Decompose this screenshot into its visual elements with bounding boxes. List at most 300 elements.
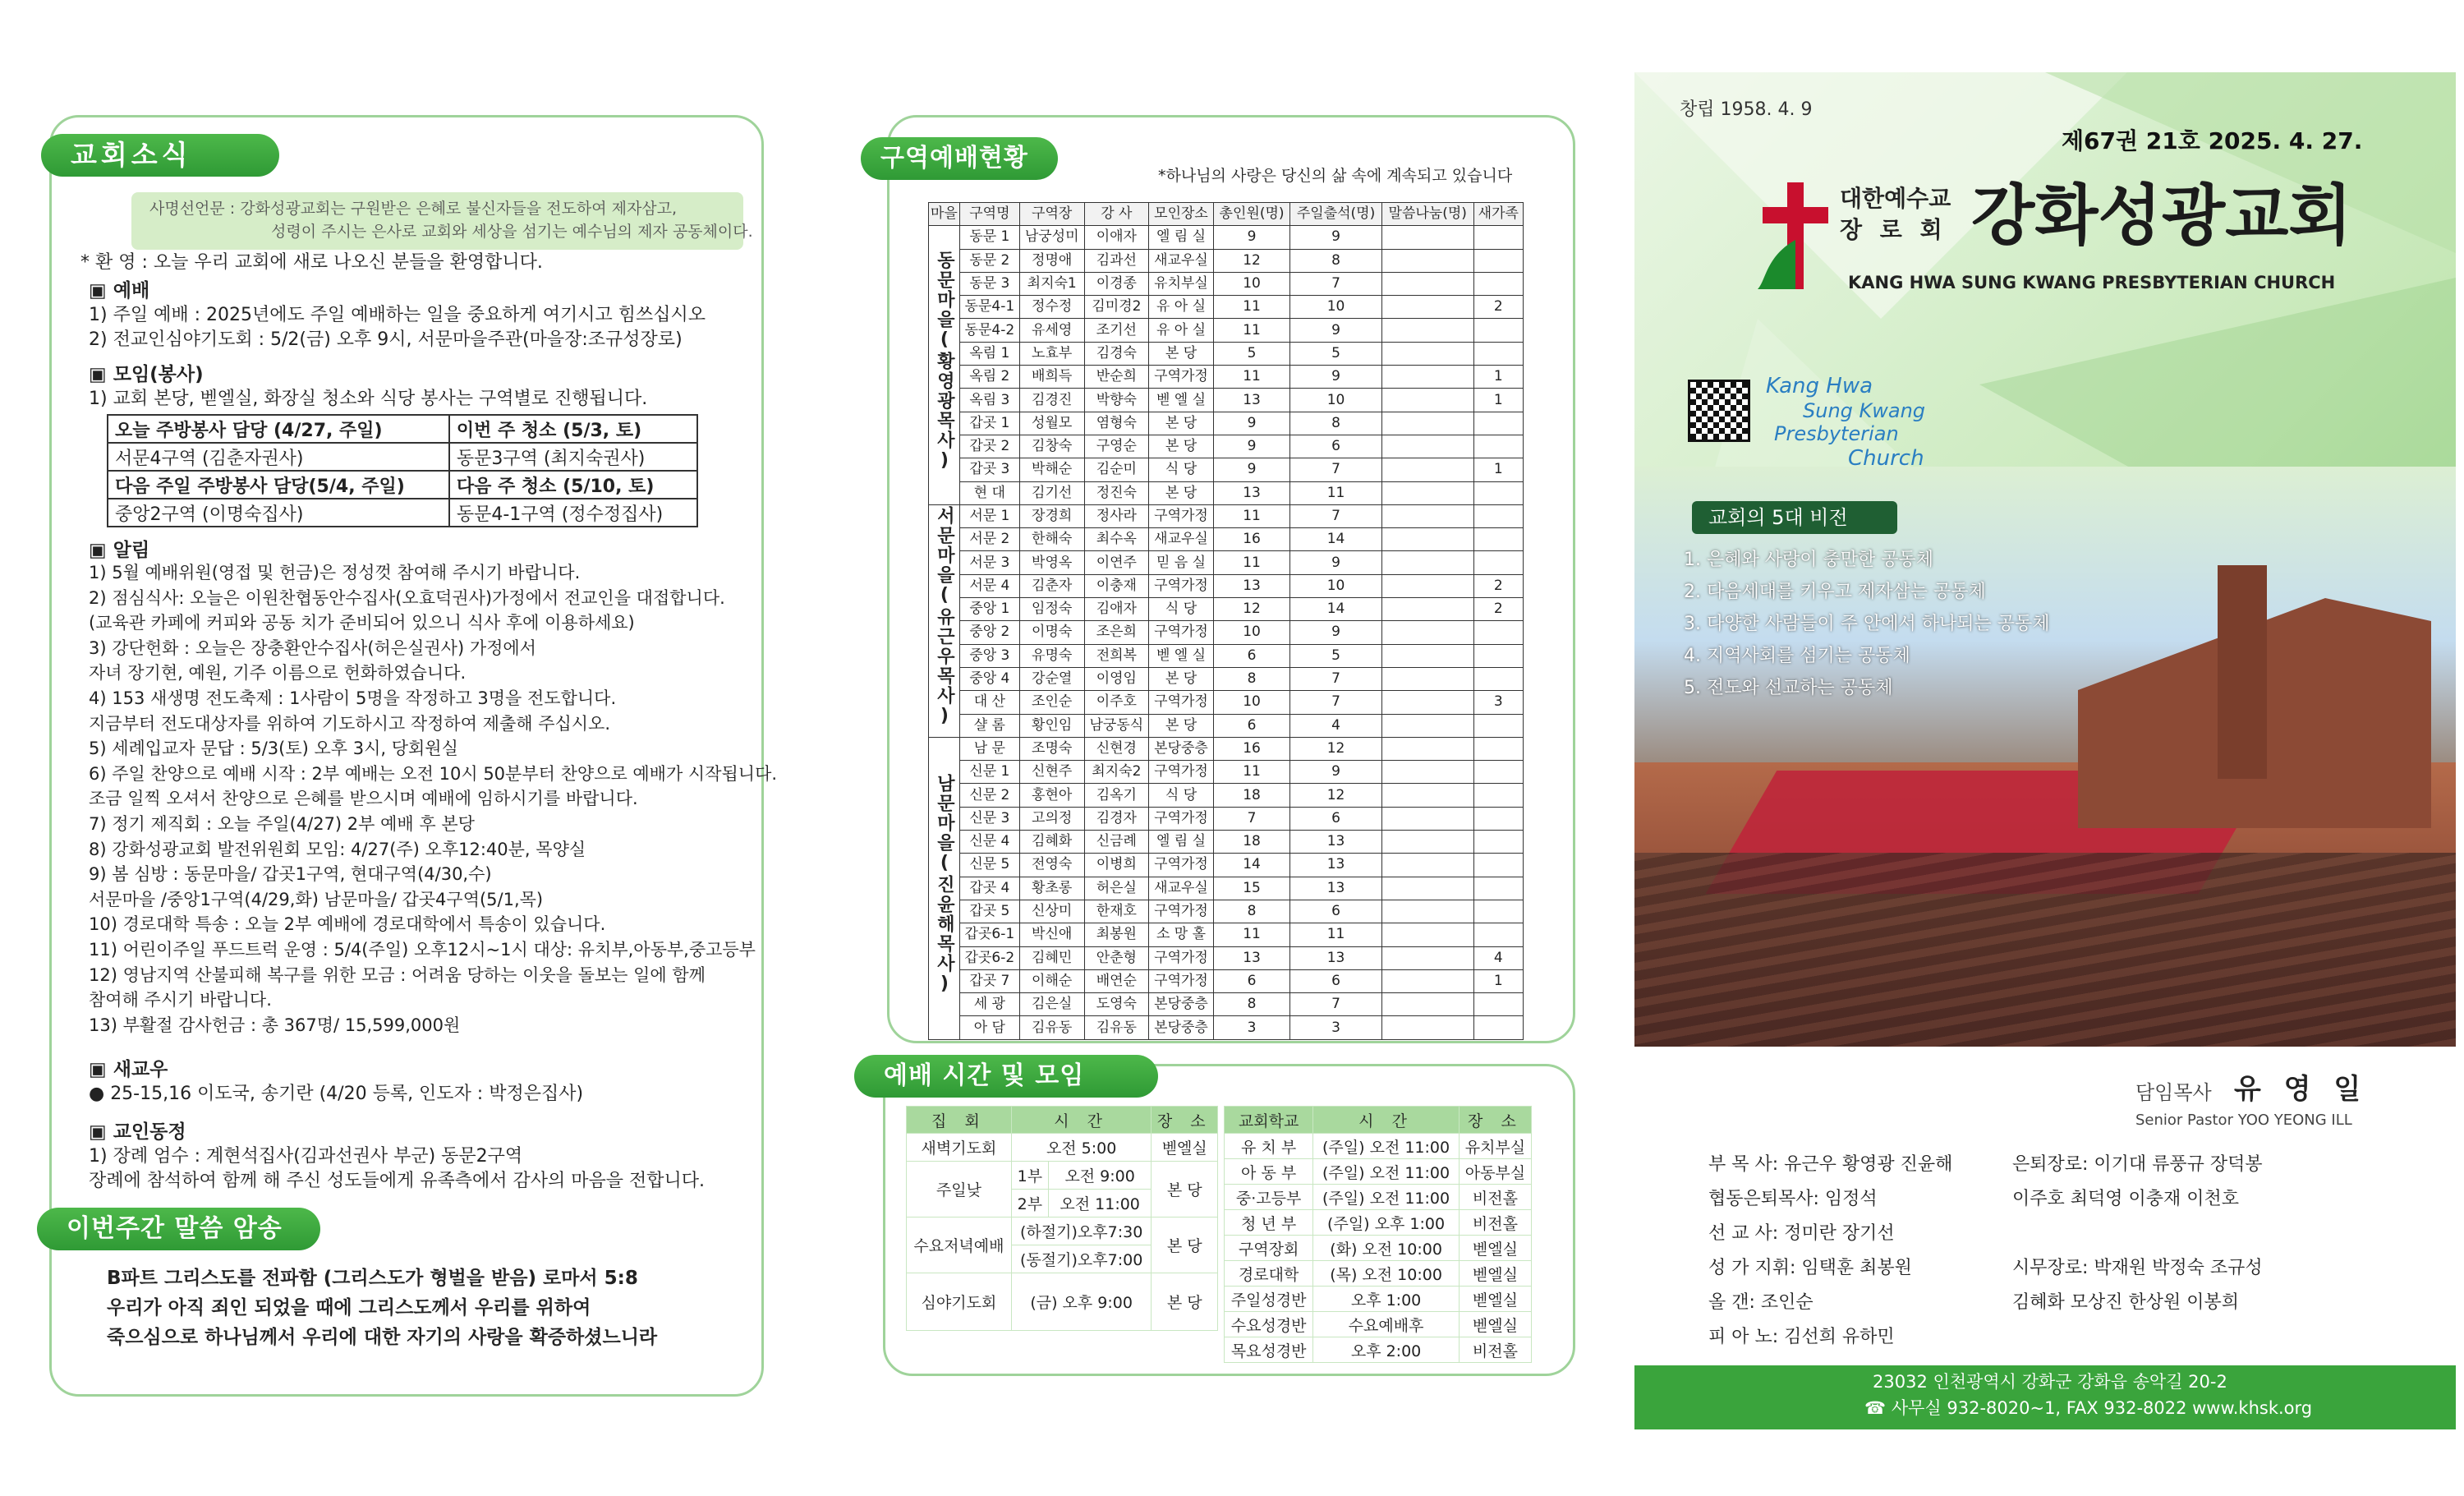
district-cell: 갑곳 1 <box>959 412 1019 435</box>
district-cell: 4 <box>1473 946 1523 969</box>
district-cell: 갑곳 4 <box>959 877 1019 900</box>
district-cell <box>1473 900 1523 923</box>
district-cell: 김경숙 <box>1084 342 1149 365</box>
mission-line-1: 사명선언문 : 강화성광교회는 구원받은 은혜로 불신자들을 전도하여 제자삼고, <box>149 200 678 218</box>
district-cell: 1 <box>1473 458 1523 481</box>
sch-right-cell: 아동부실 <box>1459 1159 1531 1185</box>
district-cell: 5 <box>1213 342 1289 365</box>
notice-item: (교육관 카페에 커피와 공동 치가 준비되어 있으니 식사 후에 이용하세요) <box>89 613 635 633</box>
district-cell: 옥림 2 <box>959 366 1019 389</box>
district-cell: 옥림 1 <box>959 342 1019 365</box>
district-cell: 신금례 <box>1084 831 1149 854</box>
staff-left-1: 부 목 사: 유근우 황영광 진윤해 <box>1708 1154 1953 1175</box>
sch-cell: 본 당 <box>1152 1162 1218 1218</box>
district-cell <box>1381 807 1473 830</box>
district-cell <box>1473 737 1523 760</box>
district-cell: 구역가정 <box>1149 691 1214 714</box>
district-cell: 3 <box>1213 1016 1289 1039</box>
district-cell: 강순열 <box>1019 667 1084 690</box>
district-cell: 서문 1 <box>959 504 1019 527</box>
sch-right-cell: 유치부실 <box>1459 1134 1531 1159</box>
district-cell: 정진숙 <box>1084 481 1149 504</box>
district-cell <box>1381 831 1473 854</box>
district-row <box>929 435 1524 458</box>
cross-logo-icon <box>1758 182 1832 289</box>
village-name: 서문마을(유근우목사) <box>934 506 955 729</box>
district-cell: 박신애 <box>1019 923 1084 946</box>
district-cell: 조은희 <box>1084 621 1149 644</box>
notice-item: 4) 153 새생명 전도축제 : 1사람이 5명을 작정하고 3명을 전도합니다. <box>89 688 617 708</box>
village-name: 동문마을(황영광목사) <box>934 251 955 473</box>
sch-right-cell: (주일) 오전 11:00 <box>1313 1134 1460 1159</box>
district-row <box>929 389 1524 412</box>
district-cell: 9 <box>1213 412 1289 435</box>
district-cell: 김경자 <box>1084 807 1149 830</box>
sch-right-cell: (화) 오전 10:00 <box>1313 1236 1460 1261</box>
vision-2: 2. 다음세대를 키우고 제자삼는 공동체 <box>1684 582 1986 602</box>
district-row <box>929 226 1524 249</box>
notice-item: 참여해 주시기 바랍니다. <box>89 990 272 1010</box>
member-line-1: 1) 장례 엄수 : 계현석집사(김과선권사 부군) 동문2구역 <box>89 1146 523 1167</box>
district-cell <box>1381 528 1473 551</box>
district-row <box>929 1016 1524 1039</box>
district-header: 구역예배현황 <box>861 137 1058 180</box>
district-cell: 식 당 <box>1149 784 1214 807</box>
district-cell: 이충재 <box>1084 574 1149 597</box>
district-cell: 김미경2 <box>1084 296 1149 319</box>
district-cell: 정명애 <box>1019 249 1084 272</box>
district-cell: 소 망 홀 <box>1149 923 1214 946</box>
notice-item: 5) 세례입교자 문답 : 5/3(토) 오후 3시, 당회원실 <box>89 739 458 759</box>
district-cell: 신문 2 <box>959 784 1019 807</box>
duty-cell: 오늘 주방봉사 담당 (4/27, 주일) <box>108 415 449 443</box>
district-cell: 서문 4 <box>959 574 1019 597</box>
sch-right-cell: (목) 오전 10:00 <box>1313 1261 1460 1287</box>
district-col-header: 말씀나눔(명) <box>1381 203 1473 226</box>
district-cell: 김과선 <box>1084 249 1149 272</box>
district-cell: 이애자 <box>1084 226 1149 249</box>
district-row <box>929 574 1524 597</box>
script-en-3: Presbyterian <box>1774 422 1899 445</box>
district-row <box>929 319 1524 342</box>
district-row <box>929 993 1524 1016</box>
district-row <box>929 598 1524 621</box>
district-cell <box>1381 226 1473 249</box>
district-cell: 16 <box>1213 737 1289 760</box>
district-cell: 현 대 <box>959 481 1019 504</box>
sch-right-cell: 아 동 부 <box>1225 1159 1313 1185</box>
district-row <box>929 644 1524 667</box>
district-cell <box>1473 481 1523 504</box>
district-cell: 14 <box>1290 528 1382 551</box>
sch-cell: 1부 <box>1011 1162 1048 1190</box>
district-cell: 엘 림 실 <box>1149 831 1214 854</box>
script-en-2: Sung Kwang <box>1803 399 1926 422</box>
sch-right-cell: 청 년 부 <box>1225 1210 1313 1236</box>
sch-col: 교회학교 <box>1225 1107 1313 1134</box>
district-row <box>929 923 1524 946</box>
district-cell: 13 <box>1213 481 1289 504</box>
district-cell: 안춘형 <box>1084 946 1149 969</box>
sch-right-cell: 비전홀 <box>1459 1210 1531 1236</box>
district-cell: 장경희 <box>1019 504 1084 527</box>
pastor-name-en: Senior Pastor YOO YEONG ILL <box>2135 1112 2352 1129</box>
district-cell: 중앙 1 <box>959 598 1019 621</box>
district-cell <box>1381 366 1473 389</box>
duty-table <box>107 414 698 527</box>
district-cell: 6 <box>1290 807 1382 830</box>
district-table <box>928 202 1524 1040</box>
district-cell: 구역가정 <box>1149 621 1214 644</box>
district-cell <box>1473 923 1523 946</box>
district-cell: 신현경 <box>1084 737 1149 760</box>
district-cell: 6 <box>1213 644 1289 667</box>
district-cell: 7 <box>1290 667 1382 690</box>
sch-cell: (금) 오후 9:00 <box>1011 1273 1152 1331</box>
district-row <box>929 249 1524 272</box>
district-cell: 황초롱 <box>1019 877 1084 900</box>
district-cell: 박해순 <box>1019 458 1084 481</box>
district-cell: 10 <box>1290 574 1382 597</box>
district-cell: 조인순 <box>1019 691 1084 714</box>
district-cell: 동문 2 <box>959 249 1019 272</box>
sch-cell: 본 당 <box>1152 1273 1218 1331</box>
district-cell: 김창숙 <box>1019 435 1084 458</box>
sch-cell: 본 당 <box>1152 1218 1218 1273</box>
newfam-line: ● 25-15,16 이도국, 송기란 (4/20 등록, 인도자 : 박정은집사) <box>89 1084 584 1104</box>
district-cell: 7 <box>1290 272 1382 295</box>
district-cell: 남 문 <box>959 737 1019 760</box>
vision-3: 3. 다양한 사람들이 주 안에서 하나되는 공동체 <box>1684 614 2050 634</box>
district-cell: 1 <box>1473 389 1523 412</box>
district-cell <box>1381 923 1473 946</box>
district-cell: 1 <box>1473 969 1523 992</box>
district-cell: 박영옥 <box>1019 551 1084 574</box>
vision-5: 5. 전도와 선교하는 공동체 <box>1684 678 1893 698</box>
notice-item: 11) 어린이주일 푸드트럭 운영 : 5/4(주일) 오후12시~1시 대상: 유치부,아동부,중고등부 <box>89 939 756 960</box>
district-cell: 박향숙 <box>1084 389 1149 412</box>
district-cell: 동문 3 <box>959 272 1019 295</box>
district-cell <box>1381 854 1473 877</box>
district-cell: 이해순 <box>1019 969 1084 992</box>
worship-2: 2) 전교인심야기도회 : 5/2(금) 오후 9시, 서문마을주관(마을장:조규성장로) <box>89 329 683 350</box>
district-cell <box>1381 761 1473 784</box>
district-cell: 한해숙 <box>1019 528 1084 551</box>
district-cell: 10 <box>1213 272 1289 295</box>
district-cell: 믿 음 실 <box>1149 551 1214 574</box>
district-cell: 11 <box>1290 923 1382 946</box>
district-cell: 4 <box>1290 714 1382 737</box>
district-cell <box>1381 272 1473 295</box>
district-cell: 최봉원 <box>1084 923 1149 946</box>
district-cell: 9 <box>1290 551 1382 574</box>
district-cell: 11 <box>1290 481 1382 504</box>
sch-col: 시 간 <box>1313 1107 1460 1134</box>
district-row <box>929 458 1524 481</box>
district-cell <box>1381 481 1473 504</box>
district-cell: 구역가정 <box>1149 946 1214 969</box>
sch-right-cell: 벧엘실 <box>1459 1312 1531 1337</box>
sch-right-cell: (주일) 오후 1:00 <box>1313 1210 1460 1236</box>
district-col-header: 총인원(명) <box>1213 203 1289 226</box>
district-cell: 샬 롬 <box>959 714 1019 737</box>
district-cell: 본 당 <box>1149 667 1214 690</box>
notice-item: 서문마을 /중앙1구역(4/29,화) 남문마을/ 갑곳4구역(5/1,목) <box>89 889 544 909</box>
sch-right-cell: 목요성경반 <box>1225 1337 1313 1363</box>
district-cell <box>1473 249 1523 272</box>
issue-info: 제67권 21호 2025. 4. 27. <box>2062 127 2363 154</box>
district-cell <box>1381 969 1473 992</box>
district-cell: 이주호 <box>1084 691 1149 714</box>
district-cell: 정수정 <box>1019 296 1084 319</box>
sch-cell: 벧엘실 <box>1152 1134 1218 1162</box>
district-cell: 김유동 <box>1084 1016 1149 1039</box>
notice-item: 7) 정기 제직회 : 오늘 주일(4/27) 2부 예배 후 본당 <box>89 813 475 834</box>
district-cell: 14 <box>1213 854 1289 877</box>
district-cell: 6 <box>1290 900 1382 923</box>
district-cell: 벧 엘 실 <box>1149 389 1214 412</box>
district-cell: 18 <box>1213 831 1289 854</box>
sch-right-cell: 벧엘실 <box>1459 1261 1531 1287</box>
district-cell: 9 <box>1290 319 1382 342</box>
district-cell <box>1473 342 1523 365</box>
district-cell <box>1381 296 1473 319</box>
district-cell: 도영숙 <box>1084 993 1149 1016</box>
staff-right-2: 이주호 최덕영 이충재 이천호 <box>2012 1189 2240 1209</box>
sch-right-cell: 벧엘실 <box>1459 1236 1531 1261</box>
district-cell: 갑곳 5 <box>959 900 1019 923</box>
district-cell: 9 <box>1290 621 1382 644</box>
district-cell: 이경종 <box>1084 272 1149 295</box>
district-col-header: 구역명 <box>959 203 1019 226</box>
district-row <box>929 272 1524 295</box>
notice-item: 1) 5월 예배위원(영접 및 헌금)은 정성껏 참여해 주시기 바랍니다. <box>89 563 581 582</box>
district-cell: 최지숙1 <box>1019 272 1084 295</box>
district-cell <box>1381 714 1473 737</box>
sch-cell: 새벽기도회 <box>907 1134 1012 1162</box>
district-cell: 갑곳 2 <box>959 435 1019 458</box>
district-cell: 갑곳6-1 <box>959 923 1019 946</box>
district-cell: 10 <box>1290 389 1382 412</box>
sch-cell: (동절기)오후7:00 <box>1011 1245 1152 1273</box>
memory-line-3: 죽으심으로 하나님께서 우리에 대한 자기의 사랑을 확증하셨느니라 <box>107 1327 658 1348</box>
pastor-title: 담임목사 <box>2135 1081 2212 1104</box>
district-row <box>929 667 1524 690</box>
district-cell <box>1473 993 1523 1016</box>
district-cell: 새교우실 <box>1149 877 1214 900</box>
district-cell: 김옥기 <box>1084 784 1149 807</box>
district-cell: 구영순 <box>1084 435 1149 458</box>
district-row <box>929 900 1524 923</box>
district-cell: 반순희 <box>1084 366 1149 389</box>
staff-left-4: 성 가 지휘: 임택훈 최봉원 <box>1708 1258 1912 1278</box>
district-cell: 13 <box>1290 946 1382 969</box>
district-cell: 구역가정 <box>1149 900 1214 923</box>
staff-left-6: 피 아 노: 김선희 유하민 <box>1708 1327 1895 1347</box>
district-cell: 신문 1 <box>959 761 1019 784</box>
schedule-left-table <box>906 1106 1218 1331</box>
district-cell: 옥림 3 <box>959 389 1019 412</box>
district-row <box>929 528 1524 551</box>
district-cell: 김애자 <box>1084 598 1149 621</box>
district-cell: 8 <box>1213 993 1289 1016</box>
district-cell: 정사라 <box>1084 504 1149 527</box>
district-cell: 전희복 <box>1084 644 1149 667</box>
district-cell: 김춘자 <box>1019 574 1084 597</box>
district-cell <box>1473 226 1523 249</box>
district-cell: 동문 1 <box>959 226 1019 249</box>
district-cell <box>1473 807 1523 830</box>
notice-item: 지금부터 전도대상자를 위하여 기도하시고 작정하여 제출해 주십시오. <box>89 713 611 734</box>
district-row <box>929 296 1524 319</box>
sch-right-cell: 수요성경반 <box>1225 1312 1313 1337</box>
district-row <box>929 854 1524 877</box>
district-cell: 11 <box>1213 504 1289 527</box>
sch-cell: 수요저녁예배 <box>907 1218 1012 1273</box>
vision-4: 4. 지역사회를 섬기는 공동체 <box>1684 646 1910 666</box>
worship-1: 1) 주일 예배 : 2025년에도 주일 예배하는 일을 중요하게 여기시고 힘쓰십시오 <box>89 305 706 325</box>
district-cell <box>1381 458 1473 481</box>
duty-cell: 이번 주 청소 (5/3, 토) <box>449 415 697 443</box>
district-cell: 3 <box>1473 691 1523 714</box>
district-cell: 5 <box>1290 644 1382 667</box>
district-cell: 7 <box>1290 993 1382 1016</box>
district-cell <box>1381 574 1473 597</box>
vision-1: 1. 은혜와 사랑이 충만한 공동체 <box>1684 550 1933 570</box>
district-cell: 본 당 <box>1149 481 1214 504</box>
district-cell: 김유동 <box>1019 1016 1084 1039</box>
district-cell: 중앙 3 <box>959 644 1019 667</box>
district-cell: 식 당 <box>1149 458 1214 481</box>
sch-col: 집 회 <box>907 1107 1012 1134</box>
district-cell: 구역가정 <box>1149 761 1214 784</box>
district-cell: 식 당 <box>1149 598 1214 621</box>
district-cell <box>1381 551 1473 574</box>
district-cell: 12 <box>1290 737 1382 760</box>
district-cell: 10 <box>1213 691 1289 714</box>
district-cell: 5 <box>1290 342 1382 365</box>
district-cell: 11 <box>1213 319 1289 342</box>
sch-col: 장 소 <box>1152 1107 1218 1134</box>
district-cell <box>1473 272 1523 295</box>
district-row <box>929 831 1524 854</box>
district-cell: 13 <box>1290 877 1382 900</box>
district-cell: 10 <box>1290 296 1382 319</box>
district-cell: 이병희 <box>1084 854 1149 877</box>
district-cell: 김기선 <box>1019 481 1084 504</box>
district-cell <box>1381 667 1473 690</box>
notice-item: 12) 영남지역 산불피해 복구를 위한 모금 : 어려움 당하는 이웃을 돌보는 일에 함께 <box>89 964 706 985</box>
district-cell <box>1473 831 1523 854</box>
sch-right-cell: 비전홀 <box>1459 1337 1531 1363</box>
notice-item: 6) 주일 찬양으로 예배 시작 : 2부 예배는 오전 10시 50분부터 찬양으로 예배가 시작됩니다. <box>89 763 778 784</box>
memory-line-2: 우리가 아직 죄인 되었을 때에 그리스도께서 우리를 위하여 <box>107 1297 591 1319</box>
district-cell: 13 <box>1290 831 1382 854</box>
district-cell: 세 광 <box>959 993 1019 1016</box>
district-cell: 10 <box>1213 621 1289 644</box>
sch-right-cell: 유 치 부 <box>1225 1134 1313 1159</box>
vision-title: 교회의 5대 비전 <box>1708 506 1848 529</box>
district-cell: 새교우실 <box>1149 528 1214 551</box>
district-cell: 구역가정 <box>1149 574 1214 597</box>
staff-left-3: 선 교 사: 정미란 장기선 <box>1708 1223 1895 1244</box>
district-cell: 고의정 <box>1019 807 1084 830</box>
district-cell: 유치부실 <box>1149 272 1214 295</box>
district-cell: 서문 3 <box>959 551 1019 574</box>
district-cell: 최수옥 <box>1084 528 1149 551</box>
church-name-en: KANG HWA SUNG KWANG PRESBYTERIAN CHURCH <box>1848 273 2336 292</box>
district-cell: 중앙 2 <box>959 621 1019 644</box>
district-cell <box>1381 877 1473 900</box>
sch-cell: 심야기도회 <box>907 1273 1012 1331</box>
district-cell: 성월모 <box>1019 412 1084 435</box>
district-cell <box>1381 900 1473 923</box>
district-cell <box>1381 435 1473 458</box>
district-cell: 황인임 <box>1019 714 1084 737</box>
district-cell: 염형숙 <box>1084 412 1149 435</box>
church-name: 강화성광교회 <box>1971 177 2352 254</box>
district-cell <box>1473 854 1523 877</box>
sch-cell: 주일낮 <box>907 1162 1012 1218</box>
district-cell: 신문 4 <box>959 831 1019 854</box>
notice-item: 10) 경로대학 특송 : 오늘 2부 예배에 경로대학에서 특송이 있습니다. <box>89 914 606 935</box>
district-cell <box>1381 412 1473 435</box>
district-cell: 9 <box>1213 458 1289 481</box>
sch-right-cell: 오후 1:00 <box>1313 1287 1460 1312</box>
district-row <box>929 877 1524 900</box>
duty-cell: 동문4-1구역 (정수정집사) <box>449 499 697 527</box>
district-cell <box>1381 504 1473 527</box>
district-cell: 13 <box>1213 574 1289 597</box>
notice-item: 3) 강단헌화 : 오늘은 장충환안수집사(허은실권사) 가정에서 <box>89 638 536 658</box>
news-header: 교회소식 <box>41 134 279 177</box>
district-cell: 엘 림 실 <box>1149 226 1214 249</box>
district-row <box>929 784 1524 807</box>
staff-right-1: 은퇴장로: 이기대 류풍규 장덕봉 <box>2012 1154 2263 1175</box>
district-cell <box>1473 1016 1523 1039</box>
district-cell: 2 <box>1473 574 1523 597</box>
district-cell: 배연순 <box>1084 969 1149 992</box>
district-cell: 갑곳 7 <box>959 969 1019 992</box>
district-cell: 신문 5 <box>959 854 1019 877</box>
district-cell: 14 <box>1290 598 1382 621</box>
district-cell: 동문4-1 <box>959 296 1019 319</box>
district-cell: 구역가정 <box>1149 807 1214 830</box>
meeting-line: 1) 교회 본당, 벧엘실, 화장실 청소와 식당 봉사는 구역별로 진행됩니다. <box>89 389 648 409</box>
district-cell <box>1473 528 1523 551</box>
newfam-title: ▣ 새교우 <box>89 1059 168 1080</box>
district-cell: 배희득 <box>1019 366 1084 389</box>
district-cell: 11 <box>1213 551 1289 574</box>
sch-cell: 오전 5:00 <box>1011 1134 1152 1162</box>
district-cell: 신현주 <box>1019 761 1084 784</box>
district-cell <box>1473 551 1523 574</box>
sch-cell: 오전 11:00 <box>1048 1190 1152 1218</box>
district-cell <box>1473 784 1523 807</box>
notice-list <box>89 560 778 1038</box>
district-cell: 7 <box>1290 458 1382 481</box>
district-cell: 13 <box>1213 389 1289 412</box>
sch-cell: 오전 9:00 <box>1048 1162 1152 1190</box>
district-cell: 갑곳 3 <box>959 458 1019 481</box>
pastor-name: 유 영 일 <box>2234 1073 2368 1106</box>
district-cell: 15 <box>1213 877 1289 900</box>
worship-title: ▣ 예배 <box>89 280 150 302</box>
district-cell: 본 당 <box>1149 412 1214 435</box>
district-cell: 8 <box>1290 412 1382 435</box>
district-cell: 김혜민 <box>1019 946 1084 969</box>
district-cell: 6 <box>1213 969 1289 992</box>
